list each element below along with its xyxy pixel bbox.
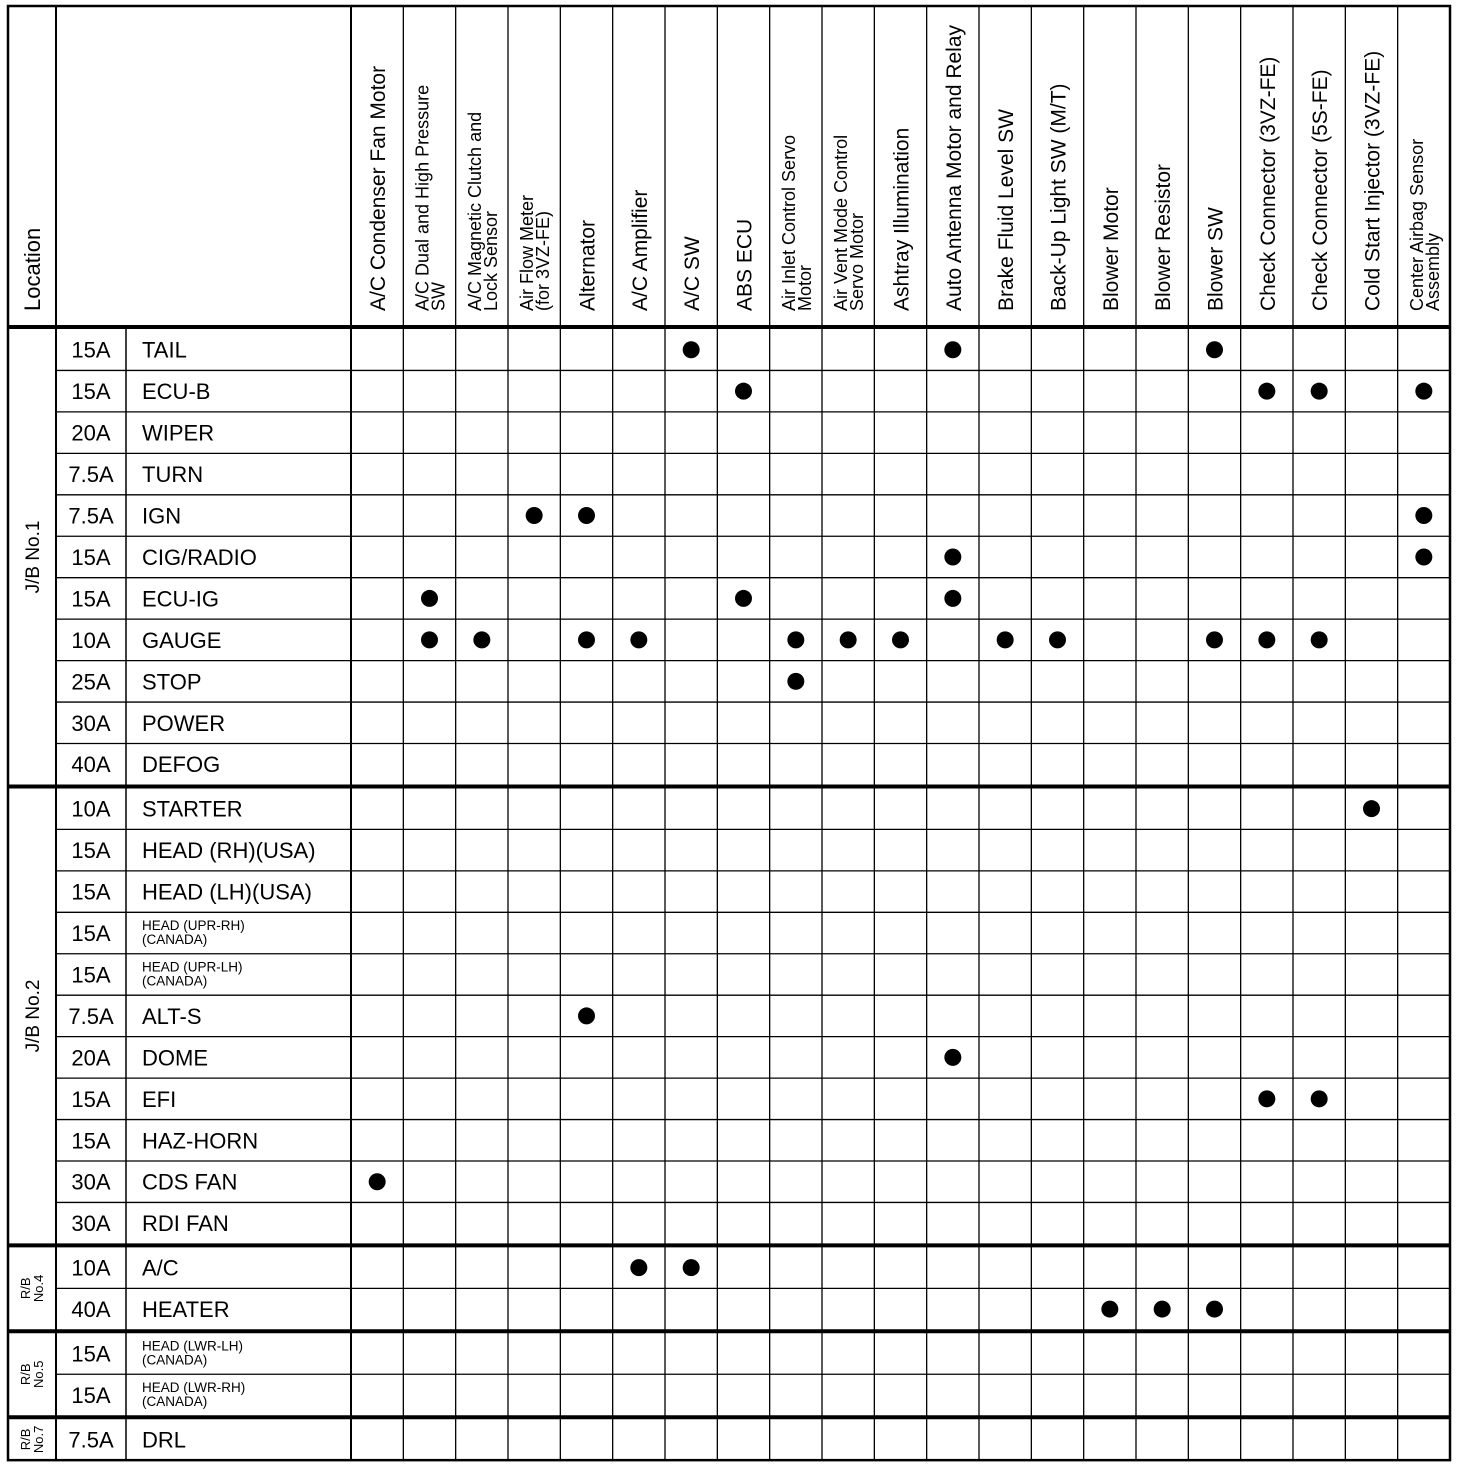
location-text: R/B: [18, 1363, 33, 1386]
connection-dot: [1101, 1301, 1118, 1318]
column-header-line: Auto Antenna Motor and Relay: [942, 24, 966, 311]
fuse-name: POWER: [142, 710, 226, 736]
connection-dot: [1258, 383, 1275, 400]
fuse-amperage: 15A: [71, 1086, 111, 1112]
connection-dot: [944, 341, 961, 358]
connection-dot: [1154, 1301, 1171, 1318]
connection-dot: [1363, 800, 1380, 817]
fuse-amperage: 15A: [71, 962, 111, 988]
connection-dot: [1311, 631, 1328, 648]
column-header: [1257, 57, 1280, 311]
location-text: J/B No.1: [23, 520, 44, 594]
fuse-name: TURN: [142, 462, 204, 488]
column-header-line: Check Connector (3VZ-FE): [1256, 56, 1280, 311]
fuse-name: DRL: [142, 1427, 187, 1453]
column-header: [1100, 187, 1123, 311]
fuse-name: ECU-B: [142, 379, 211, 405]
column-header: [629, 190, 652, 311]
column-header: [1309, 69, 1332, 311]
fuse-name: RDI FAN: [142, 1211, 229, 1237]
fuse-amperage: 7.5A: [68, 503, 114, 529]
location-text: No.5: [31, 1360, 46, 1388]
fuse-amperage: 10A: [71, 1255, 111, 1281]
connection-dot: [421, 631, 438, 648]
connection-dot: [683, 1259, 700, 1276]
fuse-amperage: 10A: [71, 796, 111, 822]
connection-dot: [1206, 631, 1223, 648]
column-header: [995, 109, 1018, 311]
column-header: [943, 24, 966, 311]
connection-dot: [473, 631, 490, 648]
connection-dot: [630, 1259, 647, 1276]
location-text: No.7: [31, 1425, 46, 1454]
column-header-line: Alternator: [576, 219, 600, 311]
connection-dot: [892, 631, 909, 648]
fuse-name: (CANADA): [142, 973, 208, 989]
fuse-amperage: 10A: [71, 627, 111, 653]
fuse-amperage: 20A: [71, 420, 111, 446]
location-header: Location: [20, 227, 45, 311]
connection-dot: [944, 1049, 961, 1066]
fuse-amperage: 30A: [71, 1211, 111, 1237]
fuse-amperage: 30A: [71, 1169, 111, 1195]
connection-dot: [1415, 507, 1432, 524]
column-header: [681, 236, 704, 311]
connection-dot: [683, 341, 700, 358]
fuse-name: GAUGE: [142, 627, 222, 653]
fuse-amperage: 30A: [71, 710, 111, 736]
fuse-name: EFI: [142, 1086, 177, 1112]
connection-dot: [944, 590, 961, 607]
fuse-amperage: 40A: [71, 752, 111, 778]
column-header-line: Servo Motor: [847, 212, 868, 311]
fuse-name: CIG/RADIO: [142, 544, 257, 570]
fuse-name: (CANADA): [142, 1352, 208, 1368]
fuse-amperage: 15A: [71, 586, 111, 612]
fuse-name: HEAD (LH)(USA): [142, 879, 312, 905]
fuse-name: STOP: [142, 669, 202, 695]
connection-dot: [578, 631, 595, 648]
connection-dot: [369, 1173, 386, 1190]
fuse-name: TAIL: [142, 337, 187, 363]
fuse-amperage: 15A: [71, 337, 111, 363]
fuse-name: CDS FAN: [142, 1169, 238, 1195]
group-location-label: [23, 521, 44, 594]
column-header-line: A/C Amplifier: [628, 189, 652, 311]
column-header: [1048, 83, 1071, 311]
column-header-line: ABS ECU: [733, 218, 757, 311]
connection-dot: [1415, 383, 1432, 400]
fuse-name: IGN: [142, 503, 182, 529]
column-header: [367, 66, 390, 311]
location-text: No.4: [31, 1274, 46, 1303]
connection-dot: [840, 631, 857, 648]
group-location-label: [23, 979, 44, 1052]
connection-dot: [735, 383, 752, 400]
column-header: [1205, 207, 1228, 311]
fuse-amperage: 15A: [71, 879, 111, 905]
fuse-name: ECU-IG: [142, 586, 219, 612]
fuse-name: A/C: [142, 1255, 179, 1281]
connection-dot: [526, 507, 543, 524]
column-header-line: Brake Fluid Level SW: [995, 109, 1019, 311]
fuse-name: ALT-S: [142, 1003, 202, 1029]
connection-dot: [735, 590, 752, 607]
group-location-label: [18, 1361, 46, 1388]
fuse-amperage: 15A: [71, 1128, 111, 1154]
fuse-name: WIPER: [142, 420, 215, 446]
column-header-line: Motor: [794, 264, 815, 311]
fuse-name: (CANADA): [142, 1393, 208, 1409]
fuse-name: (CANADA): [142, 932, 208, 948]
fuse-name: HEAD (LWR-LH): [142, 1338, 243, 1354]
column-header-line: Back-Up Light SW (M/T): [1047, 83, 1071, 311]
location-text: J/B No.2: [23, 979, 44, 1053]
fuse-amperage: 25A: [71, 669, 111, 695]
fuse-amperage: 7.5A: [68, 462, 114, 488]
connection-dot: [997, 631, 1014, 648]
column-header-line: Cold Start Injector (3VZ-FE): [1361, 50, 1385, 311]
fuse-amperage: 15A: [71, 544, 111, 570]
column-header: [1362, 51, 1385, 311]
fuse-amperage: 15A: [71, 838, 111, 864]
column-header-line: Assembly: [1422, 232, 1443, 311]
connection-dot: [1206, 341, 1223, 358]
connection-dot: [1258, 631, 1275, 648]
fuse-name: DEFOG: [142, 752, 221, 778]
fuse-amperage: 15A: [71, 1341, 111, 1367]
location-text: R/B: [18, 1277, 33, 1300]
connection-dot: [787, 673, 804, 690]
connection-dot: [1311, 1090, 1328, 1107]
column-header: [734, 219, 757, 311]
fuse-amperage: 7.5A: [68, 1427, 114, 1453]
fuse-name: DOME: [142, 1045, 208, 1071]
location-text: R/B: [18, 1428, 33, 1451]
column-header-line: Center Airbag Sensor: [1406, 138, 1427, 311]
column-header-line: A/C SW: [681, 236, 705, 311]
fuse-amperage: 20A: [71, 1045, 111, 1071]
column-header-line: Ashtray Illumination: [890, 127, 914, 311]
group-location-label: [18, 1426, 46, 1453]
column-header-line: A/C Magnetic Clutch and: [464, 111, 485, 311]
connection-dot: [578, 507, 595, 524]
column-header-line: A/C Dual and High Pressure: [412, 84, 433, 311]
fuse-name: HEATER: [142, 1297, 230, 1323]
connection-dot: [1206, 1301, 1223, 1318]
column-header-line: (for 3VZ-FE): [533, 210, 554, 311]
column-header-line: SW: [428, 282, 449, 311]
fuse-amperage: 15A: [71, 1382, 111, 1408]
column-header: [517, 195, 553, 311]
column-header-line: A/C Condenser Fan Motor: [367, 65, 391, 311]
column-header-line: Air Vent Mode Control: [831, 134, 852, 311]
fuse-name: HEAD (UPR-RH): [142, 918, 245, 934]
column-header-line: Check Connector (5S-FE): [1309, 69, 1333, 311]
connection-dot: [1258, 1090, 1275, 1107]
column-header: [1152, 164, 1175, 311]
connection-dot: [1049, 631, 1066, 648]
column-header: [891, 128, 914, 311]
fuse-amperage: 15A: [71, 379, 111, 405]
column-header-line: Blower Resistor: [1152, 163, 1176, 311]
connection-dot: [421, 590, 438, 607]
fuse-name: HAZ-HORN: [142, 1128, 259, 1154]
column-header: [577, 220, 600, 311]
column-header-line: Air Inlet Control Servo: [778, 134, 799, 311]
fuse-amperage: 40A: [71, 1297, 111, 1323]
fuse-name: HEAD (RH)(USA): [142, 838, 316, 864]
fuse-amperage: 15A: [71, 921, 111, 947]
connection-dot: [944, 548, 961, 565]
connection-dot: [787, 631, 804, 648]
fuse-name: HEAD (LWR-RH): [142, 1379, 246, 1395]
connection-dot: [1311, 383, 1328, 400]
connection-dot: [1415, 548, 1432, 565]
fuse-name: STARTER: [142, 796, 243, 822]
fuse-name: HEAD (UPR-LH): [142, 959, 243, 975]
fuse-amperage: 7.5A: [68, 1003, 114, 1029]
connection-dot: [578, 1007, 595, 1024]
connection-dot: [630, 631, 647, 648]
column-header-line: Blower Motor: [1099, 187, 1123, 311]
column-header-line: Air Flow Meter: [517, 194, 538, 311]
column-header-line: Lock Sensor: [480, 210, 501, 311]
column-header-line: Blower SW: [1204, 207, 1228, 311]
group-location-label: [18, 1275, 46, 1302]
